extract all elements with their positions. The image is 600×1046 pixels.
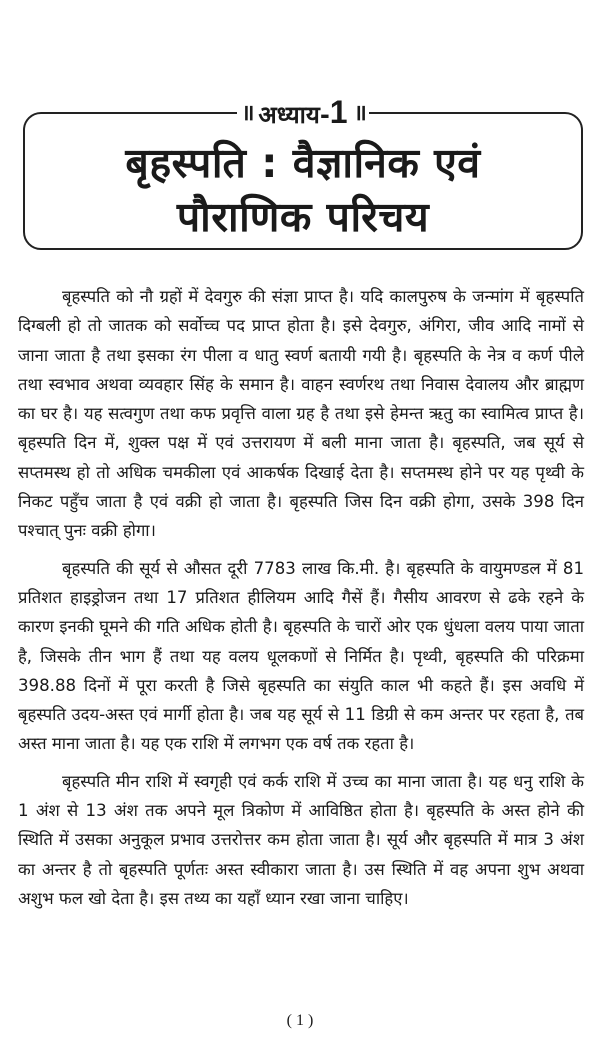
chapter-label-text: अध्याय- bbox=[258, 101, 330, 129]
chapter-title bbox=[25, 136, 581, 244]
paragraph-1: बृहस्पति को नौ ग्रहों में देवगुरु की संज्ञा प्राप्त है। यदि कालपुरुष के जन्मांग में बृहस्पति दिग्बली हो तो जातक को सर्वोच्च पद प्राप्त होता है। इसे देवगुरु, अंगिरा, जीव आदि नामों से जाना जाता है तथा इसका रंग पीला व धातु स्वर्ण बतायी गयी है। बृहस्पति के नेत्र व कर्ण पीले तथा स्वभाव अथवा व्यवहार सिंह के समान है। वाहन स्वर्णरथ तथा निवास देवालय और ब्राह्मण का घर है। यह सत्वगुण तथा कफ प्रवृत्ति वाला ग्रह है तथा इसे हेमन्त ऋतु का स्वामित्व प्राप्त है। बृहस्पति दिन में, शुक्ल पक्ष में एवं उत्तरायण में बली माना जाता है। बृहस्पति, जब सूर्य से सप्तमस्थ हो तो अधिक चमकीला एवं आकर्षक दिखाई देता है। सप्तमस्थ होने पर यह पृथ्वी के निकट पहुँच जाता है एवं वक्री हो जाता है। बृहस्पति जिस दिन वक्री होगा, उसके 398 दिन पश्चात् पुनः वक्री होगा। bbox=[18, 287, 584, 541]
chapter-word bbox=[258, 95, 347, 132]
chapter-label bbox=[237, 95, 369, 132]
chapter-number: 1 bbox=[329, 94, 348, 130]
page-number: ( 1 ) bbox=[286, 1012, 314, 1029]
double-danda-left-icon: ॥ bbox=[241, 100, 253, 126]
double-danda-right-icon: ॥ bbox=[353, 100, 365, 126]
chapter-body bbox=[18, 282, 584, 921]
paragraph-2: बृहस्पति की सूर्य से औसत दूरी 7783 लाख कि.मी. है। बृहस्पति के वायुमण्डल में 81 प्रतिशत हाइड्रोजन तथा 17 प्रतिशत हीलियम आदि गैसें हैं। गैसीय आवरण से ढके रहने के कारण इनकी घूमने की गति अधिक होती है। बृहस्पति के चारों ओर एक धुंधला वलय पाया जाता है, जिसके तीन भाग हैं तथा यह वलय धूलकणों से निर्मित है। पृथ्वी, बृहस्पति की परिक्रमा 398.88 दिनों में पूरा करती है जिसे बृहस्पति का संयुति काल भी कहते हैं। इस अवधि में बृहस्पति उदय-अस्त एवं मार्गी होता है। जब यह सूर्य से 11 डिग्री से कम अन्तर पर रहता है, तब अस्त माना जाता है। यह एक राशि में लगभग एक वर्ष तक रहता है। bbox=[18, 558, 584, 754]
chapter-heading-box bbox=[23, 94, 583, 250]
chapter-label-wrap bbox=[25, 95, 581, 132]
paragraph-3: बृहस्पति मीन राशि में स्वगृही एवं कर्क राशि में उच्च का माना जाता है। यह धनु राशि के 1 अंश से 13 अंश तक अपने मूल त्रिकोण में आविष्ठित होता है। बृहस्पति के अस्त होने की स्थिति में उसका अनुकूल प्रभाव उत्तरोत्तर कम होता जाता है। सूर्य और बृहस्पति में मात्र 3 अंश का अन्तर है तो बृहस्पति पूर्णतः अस्त स्वीकारा जाता है। उस स्थिति में वह अपना शुभ अथवा अशुभ फल खो देता है। इस तथ्य का यहाँ ध्यान रखा जाना चाहिए। bbox=[18, 771, 584, 908]
chapter-title-line-2: पौराणिक परिचय bbox=[176, 193, 430, 241]
chapter-title-line-1: बृहस्पति : वैज्ञानिक एवं bbox=[125, 139, 481, 187]
